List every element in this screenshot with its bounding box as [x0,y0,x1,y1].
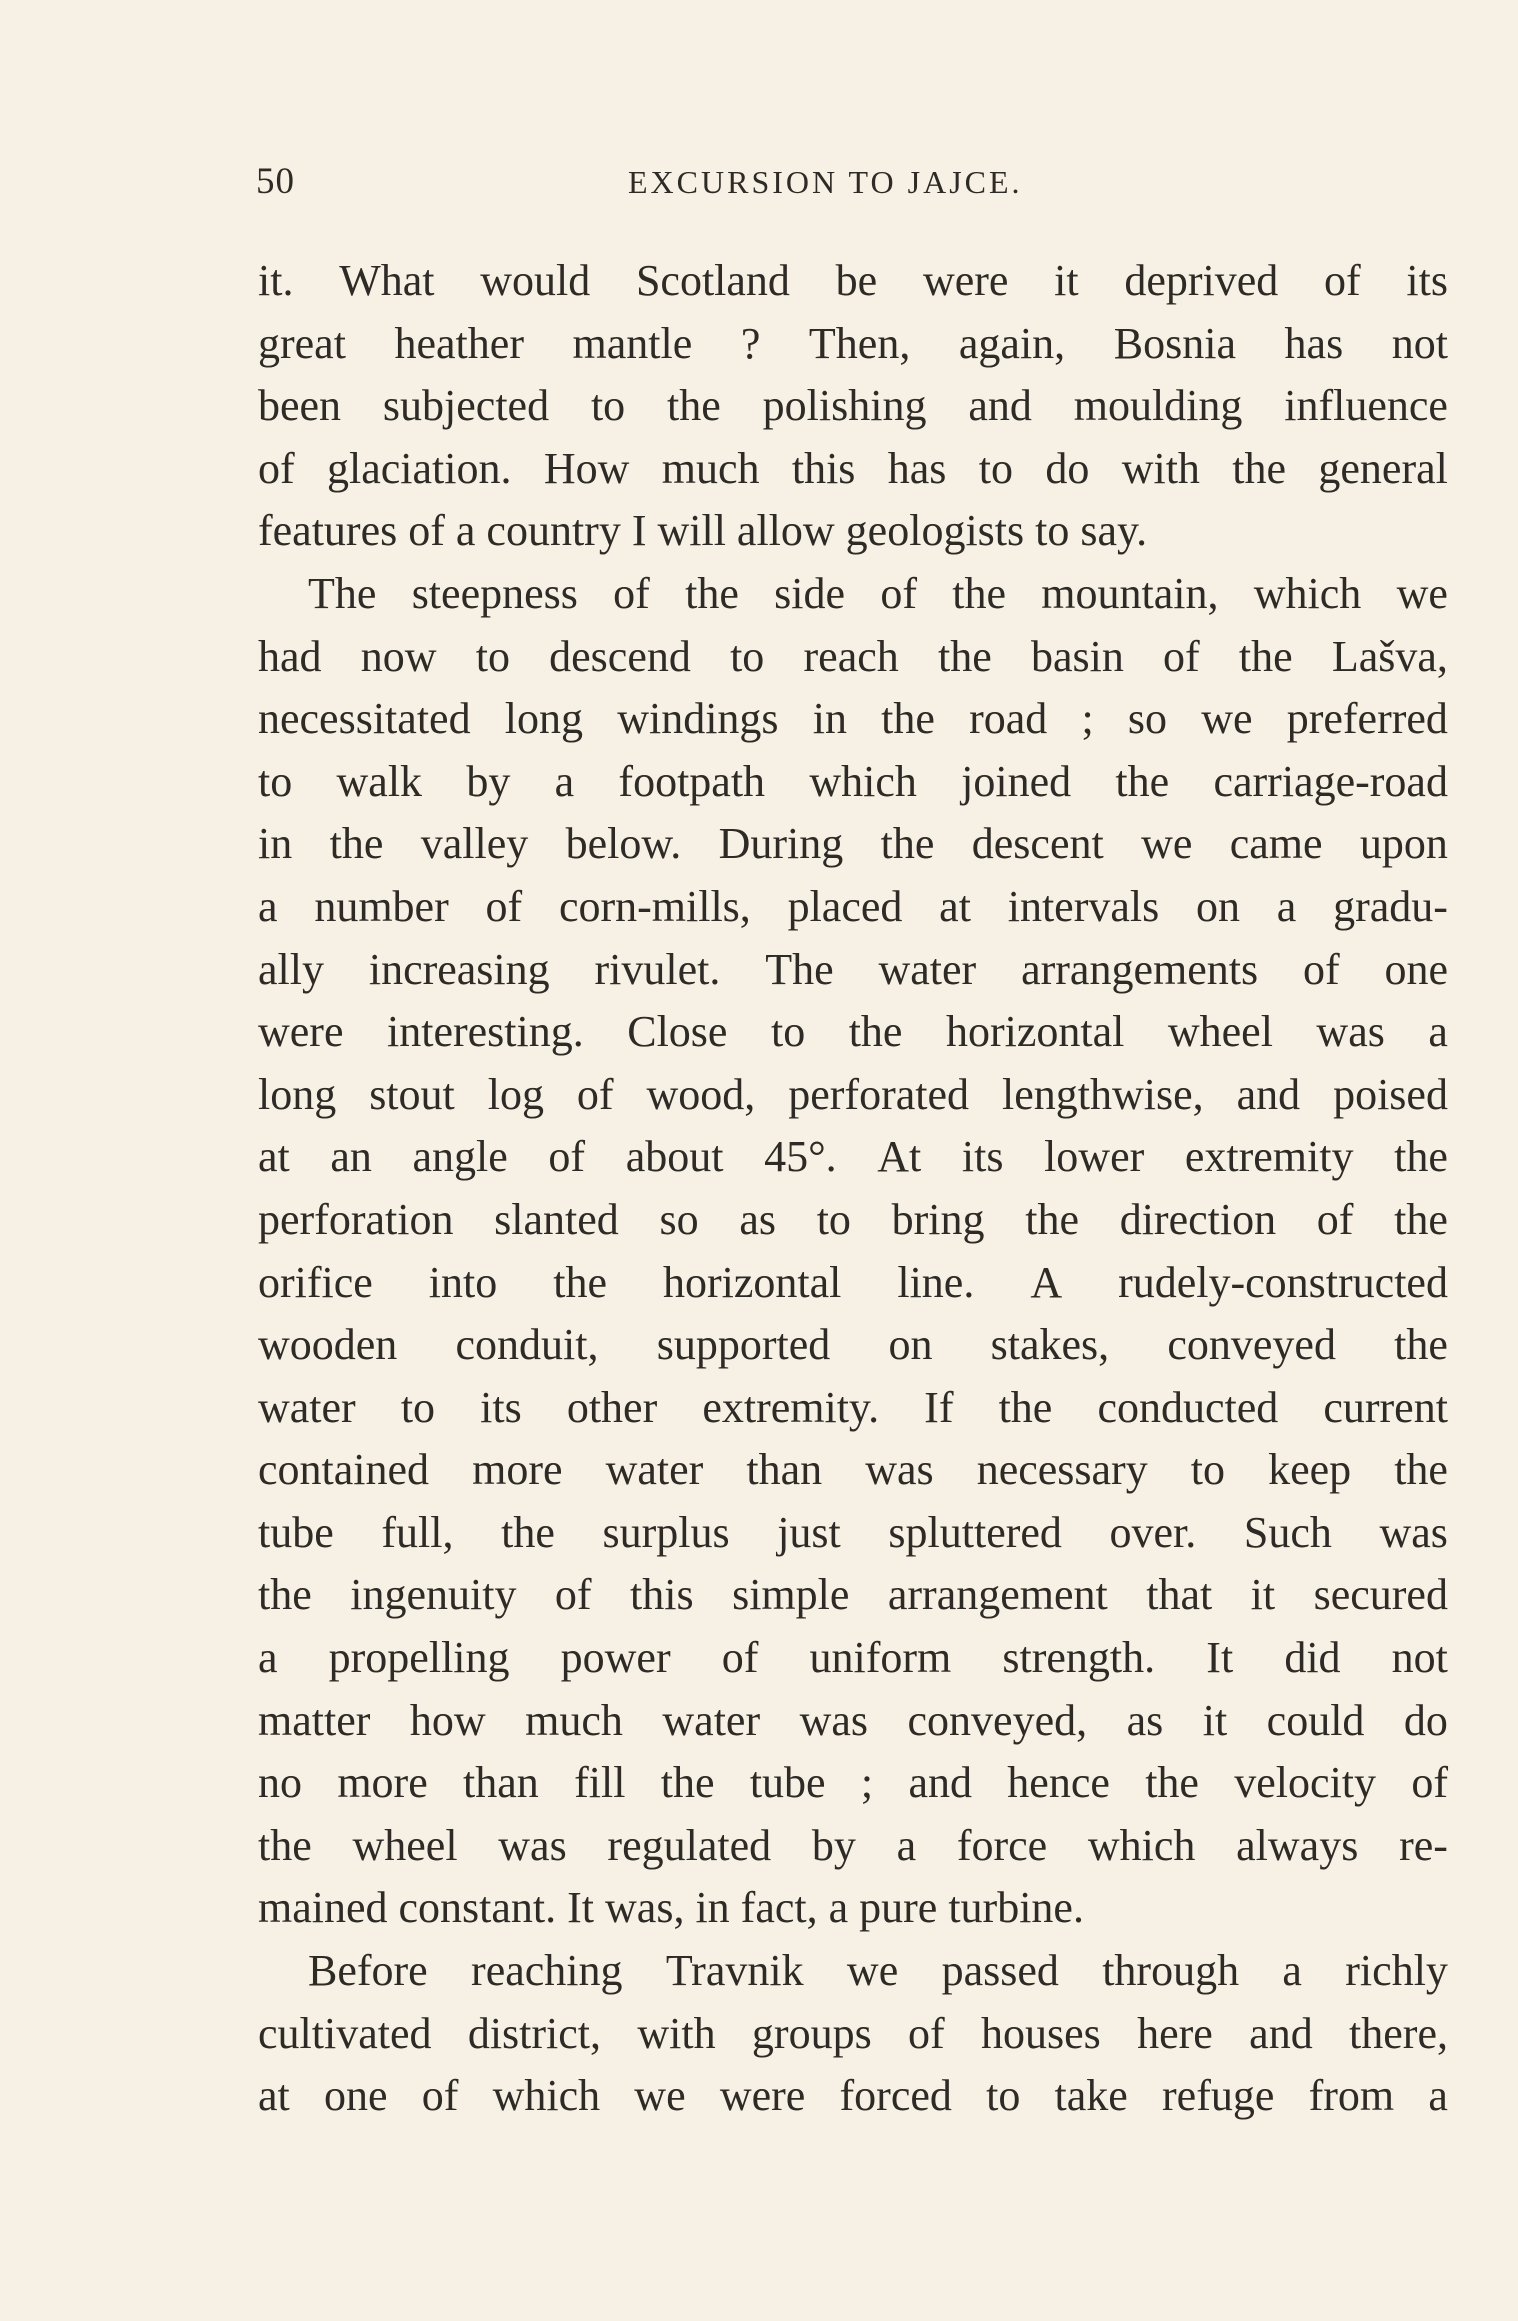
text-line: water to its other extremity. If the conducted current [258,1382,1448,1432]
text-line: of glaciation. How much this has to do with the general [258,443,1448,493]
text-line: The steepness of the side of the mountain, which we [308,568,1448,618]
text-line: no more than fill the tube ; and hence the velocity of [258,1758,1448,1808]
running-title: EXCURSION TO JAJCE. [628,164,1023,200]
text-line: in the valley below. During the descent we came upon [258,819,1448,869]
text-line: a propelling power of uniform strength. It did not [258,1633,1448,1683]
running-head [256,160,1451,210]
text-line: had now to descend to reach the basin of the Lašva, [258,631,1448,681]
text-line: the ingenuity of this simple arrangement that it secured [258,1570,1448,1620]
text-line: been subjected to the polishing and moulding influence [258,381,1448,431]
text-line: at one of which we were forced to take refuge from a [258,2071,1448,2121]
text-line: ally increasing rivulet. The water arrangements of one [258,944,1448,994]
text-line: orifice into the horizontal line. A rudely-constructed [258,1257,1448,1307]
text-line: to walk by a footpath which joined the carriage-road [258,756,1448,806]
text-line: were interesting. Close to the horizontal wheel was a [258,1007,1448,1057]
text-line: Before reaching Travnik we passed through a richly [308,1946,1448,1996]
text-line: mained constant. It was, in fact, a pure turbine. [258,1883,1084,1933]
text-line: wooden conduit, supported on stakes, conveyed the [258,1320,1448,1370]
text-line: a number of corn-mills, placed at intervals on a gradu- [258,881,1448,931]
body-text [258,250,1448,2128]
text-line: great heather mantle ? Then, again, Bosnia has not [258,318,1448,368]
text-line: tube full, the surplus just spluttered over. Such was [258,1507,1448,1557]
text-line: cultivated district, with groups of houses here and there, [258,2008,1448,2058]
text-line: long stout log of wood, perforated lengthwise, and poised [258,1069,1448,1119]
text-line: it. What would Scotland be were it deprived of its [258,256,1448,305]
text-line: perforation slanted so as to bring the direction of the [258,1194,1448,1244]
text-line: matter how much water was conveyed, as it could do [258,1695,1448,1745]
text-line: necessitated long windings in the road ; so we preferred [258,694,1448,744]
page-number: 50 [256,161,295,202]
text-line: the wheel was regulated by a force which always re- [258,1820,1448,1870]
text-line: features of a country I will allow geologists to say. [258,506,1148,556]
text-line: at an angle of about 45°. At its lower extremity the [258,1132,1448,1182]
text-line: contained more water than was necessary to keep the [258,1445,1448,1495]
